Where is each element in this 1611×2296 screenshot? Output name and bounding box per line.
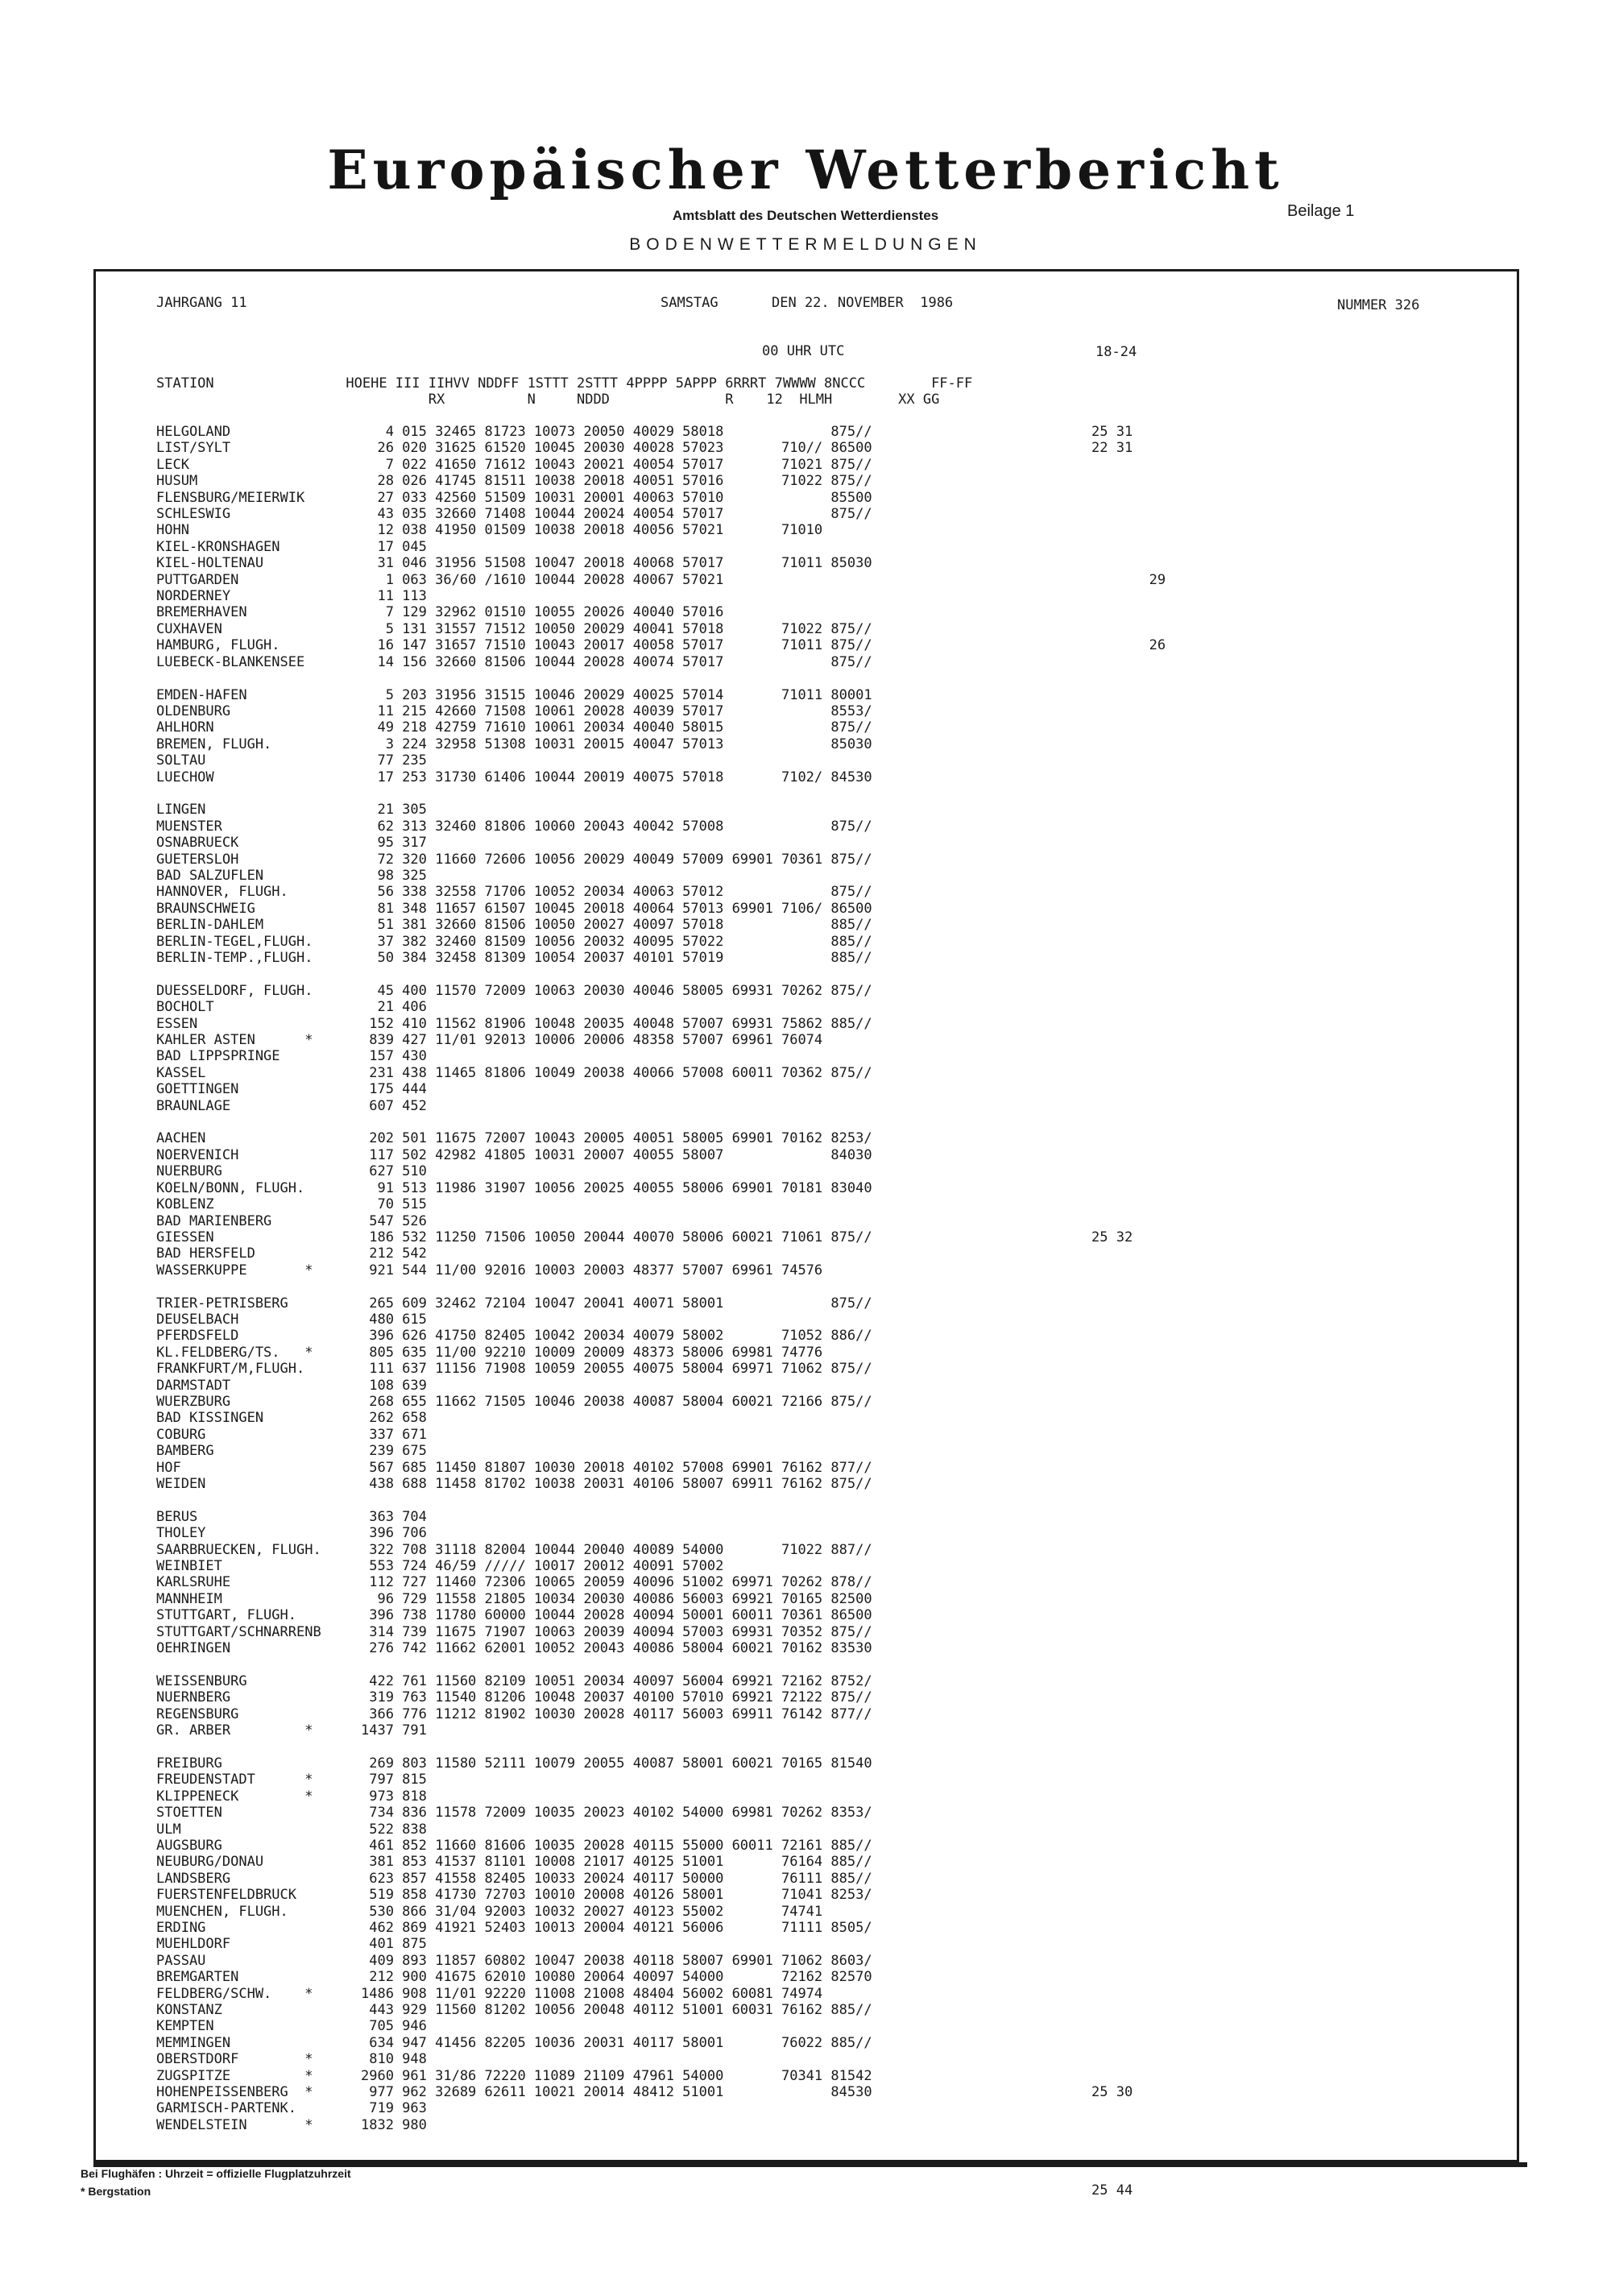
wind-gust-column: 25 31 22 31 29 26 25 32 25 30 25 44 (1091, 424, 1166, 2199)
masthead-title: Europäischer Wetterbericht (327, 139, 1284, 201)
weekday-label: SAMSTAG (661, 295, 719, 311)
section-title: BODENWETTERMELDUNGEN (629, 235, 982, 254)
date-label: DEN 22. NOVEMBER 1986 (772, 295, 954, 311)
header-row-1: STATION HOEHE III IIHVV NDDFF 1STTT 2STTT 4PPPP 5APPP 6RRRT 7WWWW 8NCCC FF-FF (156, 375, 973, 392)
volume-label: JAHRGANG 11 (156, 295, 247, 311)
footer-note-mountain: * Bergstation (81, 2185, 151, 2198)
supplement-label: Beilage 1 (1287, 202, 1355, 220)
time-label: 00 UHR UTC (762, 343, 845, 359)
station-column: HELGOLAND LIST/SYLT LECK HUSUM FLENSBURG/MEIERWIK SCHLESWIG HOHN KIEL-KRONSHAGEN KIEL-HOLTENAU PUTTGARDEN NORDERNEY BREMERHAVEN CUXHAVEN HAMBURG, FLUGH. LUEBECK-BLANKENSEE EMDEN-HAFEN OLDENBURG AHLHORN BREMEN, FLUGH. SOLTAU LUECHOW LINGEN MUENSTER OSNABRUECK GUETERSLOH BAD SALZUFLEN HANNOVER, FLUGH. BRAUNSCHWEIG BERLIN-DAHLEM BERLIN-TEGEL,FLUGH. BERLIN-TEMP.,FLUGH. DUESSELDORF, FLUGH. BOCHOLT ESSEN KAHLER ASTEN * BAD LIPPSPRINGE KASSEL GOETTINGEN BRAUNLAGE AACHEN NOERVENICH NUERBURG KOELN/BONN, FLUGH. KOBLENZ BAD MARIENBERG GIESSEN BAD HERSFELD WASSERKUPPE * TRIER-PETRISBERG DEUSELBACH PFERDSFELD KL.FELDBERG/TS. * FRANKFURT/M,FLUGH. DARMSTADT WUERZBURG BAD KISSINGEN COBURG BAMBERG HOF WEIDEN BERUS THOLEY SAARBRUECKEN, FLUGH. WEINBIET KARLSRUHE MANNHEIM STUTTGART, FLUGH. STUTTGART/SCHNARRENB OEHRINGEN WEISSENBURG NUERNBERG REGENSBURG GR. ARBER * FREIBURG FREUDENSTADT * KLIPPENECK * STOETTEN ULM AUGSBURG NEUBURG/DONAU LANDSBERG FUERSTENFELDBRUCK MUENCHEN, FLUGH. ERDING MUEHLDORF PASSAU BREMGARTEN FELDBERG/SCHW. * KONSTANZ KEMPTEN MEMMINGEN OBERSTDORF * ZUGSPITZE * HOHENPEISSENBERG * GARMISCH-PARTENK. WENDELSTEIN * (156, 424, 321, 2133)
issue-number: NUMMER 326 (1337, 297, 1420, 313)
masthead-subtitle: Amtsblatt des Deutschen Wetterdienstes (672, 208, 939, 223)
period-label: 18-24 (1095, 344, 1137, 360)
footer-note-airports: Bei Flughäfen : Uhrzeit = offizielle Flugplatzuhrzeit (81, 2167, 351, 2180)
header-row-2: RX N NDDD R 12 HLMH XX GG (156, 392, 940, 408)
observation-data-column: 4 015 32465 81723 10073 20050 40029 58018 875// 26 020 31625 61520 10045 20030 40028 57023 710// 86500 7 022 41650 71612 10043 20021 40054 57017 71021 875// 28 026 41745 81511 10038 20018 40051 57016 71022 875// 27 033 42560 51509 10031 20001 40063 57010 85500 43 035 32660 71408 10044 20024 40054 57017 875// 12 038 41950 01509 10038 20018 40056 57021 71010 17 045 31 046 31956 51508 10047 20018 40068 57017 71011 85030 1 063 36/60 /1610 10044 20028 40067 57021 11 113 7 129 32962 01510 10055 20026 40040 57016 5 131 31557 71512 10050 20029 40041 57018 71022 875// 16 147 31657 71510 10043 20017 40058 57017 71011 875// 14 156 32660 81506 10044 20028 40074 57017 875// 5 203 31956 31515 10046 20029 40025 57014 71011 80001 11 215 42660 71508 10061 20028 40039 57017 8553/ 49 218 42759 71610 10061 20034 40040 58015 875// 3 224 32958 51308 10031 20015 40047 57013 85030 77 235 17 253 31730 61406 10044 20019 40075 57018 7102/ 84530 21 305 62 313 32460 81806 10060 20043 40042 57008 875// 95 317 72 320 11660 72606 10056 20029 40049 57009 69901 70361 875// 98 325 56 338 32558 71706 10052 20034 40063 57012 875// 81 348 11657 61507 10045 20018 40064 57013 69901 7106/ 86500 51 381 32660 81506 10050 20027 40097 57018 885// 37 382 32460 81509 10056 20032 40095 57022 885// 50 384 32458 81309 10054 20037 40101 57019 885// 45 400 11570 72009 10063 20030 40046 58005 69931 70262 875// 21 406 152 410 11562 81906 10048 20035 40048 57007 69931 75862 885// 839 427 11/01 92013 10006 20006 48358 57007 69961 76074 157 430 231 438 11465 81806 10049 20038 40066 57008 60011 70362 875// 175 444 607 452 202 501 11675 72007 10043 20005 40051 58005 69901 70162 8253/ 117 502 42982 41805 10031 20007 40055 58007 84030 627 510 91 513 11986 31907 10056 20025 40055 58006 69901 70181 83040 70 515 547 526 186 532 11250 71506 10050 20044 40070 58006 60021 71061 875// 212 542 921 544 11/00 92016 10003 20003 48377 57007 69961 74576 265 609 32462 72104 10047 20041 40071 58001 875// 480 615 396 626 41750 82405 10042 20034 40079 58002 71052 886// 805 635 11/00 92210 10009 20009 48373 58006 69981 74776 111 637 11156 71908 10059 20055 40075 58004 69971 71062 875// 108 639 268 655 11662 71505 10046 20038 40087 58004 60021 72166 875// 262 658 337 671 239 675 567 685 11450 81807 10030 20018 40102 57008 69901 76162 877// 438 688 11458 81702 10038 20031 40106 58007 69911 76162 875// 363 704 396 706 322 708 31118 82004 10044 20040 40089 54000 71022 887// 553 724 46/59 ///// 10017 20012 40091 57002 112 727 11460 72306 10065 20059 40096 51002 69971 70262 878// 96 729 11558 21805 10034 20030 40086 56003 69921 70165 82500 396 738 11780 60000 10044 20028 40094 50001 60011 70361 86500 314 739 11675 71907 10063 20039 40094 57003 69931 70352 875// 276 742 11662 62001 10052 20043 40086 58004 60021 70162 83530 422 761 11560 82109 10051 20034 40097 56004 69921 72162 8752/ 319 763 11540 81206 10048 20037 40100 57010 69921 72122 875// 366 776 11212 81902 10030 20028 40117 56003 69911 76142 877// 1437 791 269 803 11580 52111 10079 20055 40087 58001 60021 70165 81540 797 815 973 818 734 836 11578 72009 10035 20023 40102 54000 69981 70262 8353/ 522 838 461 852 11660 81606 10035 20028 40115 55000 60011 72161 885// 381 853 41537 81101 10008 21017 40125 51001 76164 885// 623 857 41558 82405 10033 20024 40117 50000 76111 885// 519 858 41730 72703 10010 20008 40126 58001 71041 8253/ 530 866 31/04 92003 10032 20027 40123 55002 74741 462 869 41921 52403 10013 20004 40121 56006 71111 8505/ 401 875 409 893 11857 60802 10047 20038 40118 58007 69901 71062 8603/ 212 900 41675 62010 10080 20064 40097 54000 72162 82570 1486 908 11/01 92220 11008 21008 48404 56002 60081 74974 443 929 11560 81202 10056 20048 40112 51001 60031 76162 885// 705 946 634 947 41456 82205 10036 20031 40117 58001 76022 885// 810 948 2960 961 31/86 72220 11089 21109 47961 54000 70341 81542 977 962 32689 62611 10021 20014 48412 51001 84530 719 963 1832 980 (361, 424, 872, 2133)
